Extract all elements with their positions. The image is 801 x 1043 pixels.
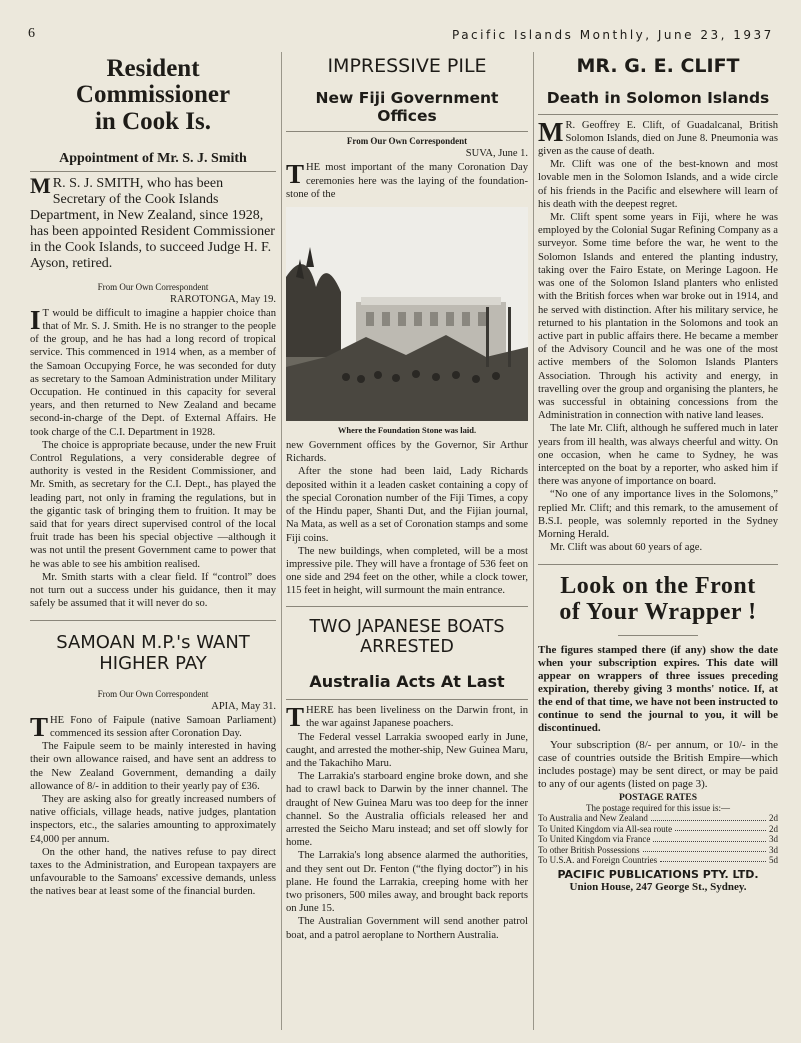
article-paragraph: They are asking also for greatly increased numbers of native officials, village heads, native judges, plantation inspectors, etc., the salaries amounting to approximately £4,000 per annum. bbox=[30, 794, 276, 845]
postage-rate-value: 2d bbox=[769, 823, 778, 834]
postage-rate-row bbox=[538, 845, 778, 855]
leader-dots bbox=[643, 845, 766, 852]
subhead-australia-acts: Australia Acts At Last bbox=[309, 671, 505, 691]
postage-rates-title: POSTAGE RATES bbox=[618, 793, 698, 804]
article-paragraph: M R. Geoffrey E. Clift, of Guadalcanal, British Solomon Islands, died on June 8. Pneumonia was given as the cause of death. bbox=[538, 116, 778, 158]
divider bbox=[286, 131, 528, 132]
article-paragraph: The Australian Government will send another patrol boat, and a patrol aeroplane to Northern Australia. bbox=[286, 916, 528, 941]
wrapper-notice-text: The figures stamped there (if any) show the date when your subscription expires. This date will appear on wrappers of three issues preceding expiration, thereby giving 3 months' notice. If, at the end of that time, we have not been instructed to continue to send the journal to you, it will be discontinued. bbox=[538, 644, 778, 735]
leader-dots bbox=[651, 813, 766, 820]
article-paragraph: The new buildings, when completed, will be a most impressive pile. They will have a frontage of 536 feet on one side and 294 feet on the other, while a clock tower, 115 feet in height, will surmount the main entrance. bbox=[286, 545, 528, 597]
postage-rates-subtitle: The postage required for this issue is:— bbox=[586, 803, 730, 814]
wrapper-notice-title: Look on the Front of Your Wrapper ! bbox=[559, 573, 757, 626]
leader-dots bbox=[660, 855, 766, 862]
article-paragraph: The Larrakia's starboard engine broke down, and she had to crawl back to Darwin by the inner channel. The draught of New Guinea Maru was too deep for the inner channel. So the Australia officials released her and arrested the Seicho Maru instead; and set off slowly for home. bbox=[286, 771, 528, 849]
article-paragraph: I T would be difficult to imagine a happier choice than that of Mr. S. J. Smith. He is no stranger to the people of the group, and he has had a long record of tropical service. This commenced in 1914 when, as a member of the Samoan Occupying Force, he was seconded for duty as secretary to the Samoan Administration under Military Occupation. He continued in this capacity for several years, and then returned to New Zealand and became second-in-charge of the Dept. of External Affairs. He took charge of the C.I. Department in 1928. bbox=[30, 304, 276, 438]
headline-clift: MR. G. E. CLIFT bbox=[576, 55, 740, 77]
postage-rate-label: To U.S.A. and Foreign Countries bbox=[538, 854, 658, 865]
divider bbox=[286, 699, 528, 700]
subhead-death-solomons: Death in Solomon Islands bbox=[546, 88, 770, 107]
article-paragraph: The Federal vessel Larrakia swooped early in June, caught, and arrested the mother-ship, New Guinea Maru, and the Takachiho Maru. bbox=[286, 731, 528, 769]
headline-impressive-pile: IMPRESSIVE PILE bbox=[327, 55, 487, 77]
subscription-text: Your subscription (8/- per annum, or 10/- in the case of countries outside the British Empire—which includes postage) may be sent direct, or may be paid to any of our agents (listed on page 3). bbox=[538, 739, 778, 791]
article-paragraph: Mr. Clift spent some years in Fiji, where he was employed by the Colonial Sugar Refining Company as a surveyor. Some time before the war, he went to the Solomon Islands and entered the planting industry, taking over the Fairo Estate, on Meringe Lagoon. He was one of the Solomon Island planters who enlisted with the British forces when war broke out in 1914, and he served with distinction. After his military service, he returned to his plantation in the Solomons and took an active part in public affairs there. He became a member of the Advisory Council and he was one of the most active members of the Solomon Islands Planters Association. Through his activity and energy, in travelling over the group and organising the planters, he was successful in obtaining concessions from the Administration in connection with native land leases. bbox=[538, 212, 778, 422]
publisher-name: PACIFIC PUBLICATIONS PTY. LTD. bbox=[557, 868, 759, 882]
article-paragraph: On the other hand, the natives refuse to pay direct taxes to the Administration, and European taxpayers are unfavourable to the Samoans' excessive demands, unless the natives bear at least some of the financial burden. bbox=[30, 846, 276, 898]
divider bbox=[30, 171, 276, 172]
headline-cook-islands: Resident Commissioner in Cook Is. bbox=[75, 55, 231, 135]
correspondent-line: From Our Own Correspondent bbox=[346, 136, 468, 147]
column-rule-2 bbox=[533, 52, 534, 1030]
headline-japanese-boats: TWO JAPANESE BOATS ARRESTED bbox=[309, 616, 505, 657]
column-3 bbox=[538, 48, 778, 893]
article-paragraph: “No one of any importance lives in the Solomons,” replied Mr. Clift; and this remark, to the amusement of B.S.I. people, was solemnly reported in the Sydney Morning Herald. bbox=[538, 489, 778, 540]
postage-rate-value: 3d bbox=[769, 844, 778, 855]
article-paragraph: THERE has been liveliness on the Darwin front, in the war against Japanese poachers. bbox=[286, 702, 528, 733]
lead-paragraph: M R. S. J. SMITH, who has been Secretary of the Cook Islands Department, in New Zealand, since 1928, has been appointed Resident Commissioner in the Cook Islands, to succeed Judge H. F. Ayson, retired. bbox=[30, 172, 275, 271]
headline-samoan-mps: SAMOAN M.P.'s WANT HIGHER PAY bbox=[56, 632, 250, 675]
dateline-suva: SUVA, June 1. bbox=[465, 148, 528, 160]
dateline-rarotonga: RAROTONGA, May 19. bbox=[170, 293, 276, 305]
article-paragraph: Mr. Smith starts with a clear field. If “control” does not turn out a success under his guidance, then it may safely be assumed that it will never do so. bbox=[30, 571, 276, 610]
dateline-apia: APIA, May 31. bbox=[211, 700, 276, 712]
article-paragraph: After the stone had been laid, Lady Richards deposited within it a leaden casket containing a copy of the special Coronation number of the Fiji Times, a copy of the Hindu paper, Shanti Dut, and the Fijian journal, Na Mata, as well as a set of Coronation stamps and some Fiji coins. bbox=[286, 466, 528, 544]
postage-rate-value: 5d bbox=[769, 854, 778, 865]
postage-rate-row bbox=[538, 824, 778, 834]
correspondent-line: From Our Own Correspondent bbox=[97, 281, 209, 292]
divider bbox=[286, 606, 528, 607]
postage-rate-label: To Australia and New Zealand bbox=[538, 813, 648, 824]
postage-rate-value: 3d bbox=[769, 834, 778, 845]
divider bbox=[538, 114, 778, 115]
article-paragraph: The late Mr. Clift, although he suffered much in later years from ill health, was always cheerful and witty. On one occasion, when he came to Sydney, he was intercepted on the boat by a reporter, who asked him if there was anyone of importance on board. bbox=[538, 423, 778, 488]
postage-rate-row bbox=[538, 855, 778, 865]
postage-rate-label: To United Kingdom via All-sea route bbox=[538, 823, 673, 834]
subhead-appointment: Appointment of Mr. S. J. Smith bbox=[59, 150, 247, 166]
article-paragraph: The Larrakia's long absence alarmed the authorities, and they sent out Dr. Fenton (“the flying doctor”) in his plane. He found the Larrakia, creeping home with her two prisoners, 500 miles away, and brought back reports on June 15. bbox=[286, 850, 528, 915]
divider bbox=[30, 620, 276, 621]
article-paragraph: THE Fono of Faipule (native Samoan Parliament) commenced its session after Coronation Day. bbox=[30, 711, 276, 742]
column-1 bbox=[30, 48, 276, 899]
postage-rate-row bbox=[538, 813, 778, 823]
page-number: 6 bbox=[28, 26, 35, 41]
divider bbox=[618, 635, 698, 636]
publication-header: Pacific Islands Monthly, June 23, 1937 bbox=[452, 28, 774, 42]
article-paragraph: THE most important of the many Coronation Day ceremonies here was the laying of the foundation-stone of the bbox=[286, 159, 528, 200]
leader-dots bbox=[675, 824, 766, 831]
divider bbox=[538, 564, 778, 565]
postage-rate-label: To other British Possessions bbox=[538, 844, 640, 855]
column-2 bbox=[286, 48, 528, 942]
article-paragraph: Mr. Clift was one of the best-known and most lovable men in the Solomon Islands, and a wide circle of his friends in the Pacific and elsewhere will learn of his death with the deepest regret. bbox=[538, 159, 778, 210]
correspondent-line: From Our Own Correspondent bbox=[97, 688, 209, 699]
column-rule-1 bbox=[281, 52, 282, 1030]
article-paragraph: new Government offices by the Governor, Sir Arthur Richards. bbox=[286, 440, 528, 465]
postage-rate-row bbox=[538, 834, 778, 844]
foundation-stone-photo bbox=[286, 207, 528, 421]
leader-dots bbox=[653, 834, 766, 841]
photo-illustration bbox=[286, 207, 528, 421]
subhead-fiji-offices: New Fiji Government Offices bbox=[315, 88, 499, 125]
article-paragraph: The Faipule seem to be mainly interested in having their own allowance raised, and have sent an address to the New Zealand Government, demanding a daily allowance of 8/- in addition to their yearly pay of £36. bbox=[30, 741, 276, 792]
photo-caption: Where the Foundation Stone was laid. bbox=[337, 425, 477, 436]
postage-rates-table bbox=[538, 813, 778, 865]
publisher-address: Union House, 247 George St., Sydney. bbox=[569, 881, 747, 894]
article-paragraph: The choice is appropriate because, under the new Fruit Control Regulations, a very considerable degree of authority is vested in the Resident Commissioner, and Mr. Smith, as secretary for the C.I. Dept., has played the leading part, not only in framing the regulations, but in the gigantic task of bringing them to fruition. It may be said that for years direct supervised control of the local fruit trade has been his special objective —although it was not until the present Government came to power that he was able to see his ambition realised. bbox=[30, 439, 276, 570]
article-paragraph: Mr. Clift was about 60 years of age. bbox=[550, 542, 703, 554]
postage-rate-label: To United Kingdom via France bbox=[538, 834, 651, 845]
postage-rate-value: 2d bbox=[769, 813, 778, 824]
